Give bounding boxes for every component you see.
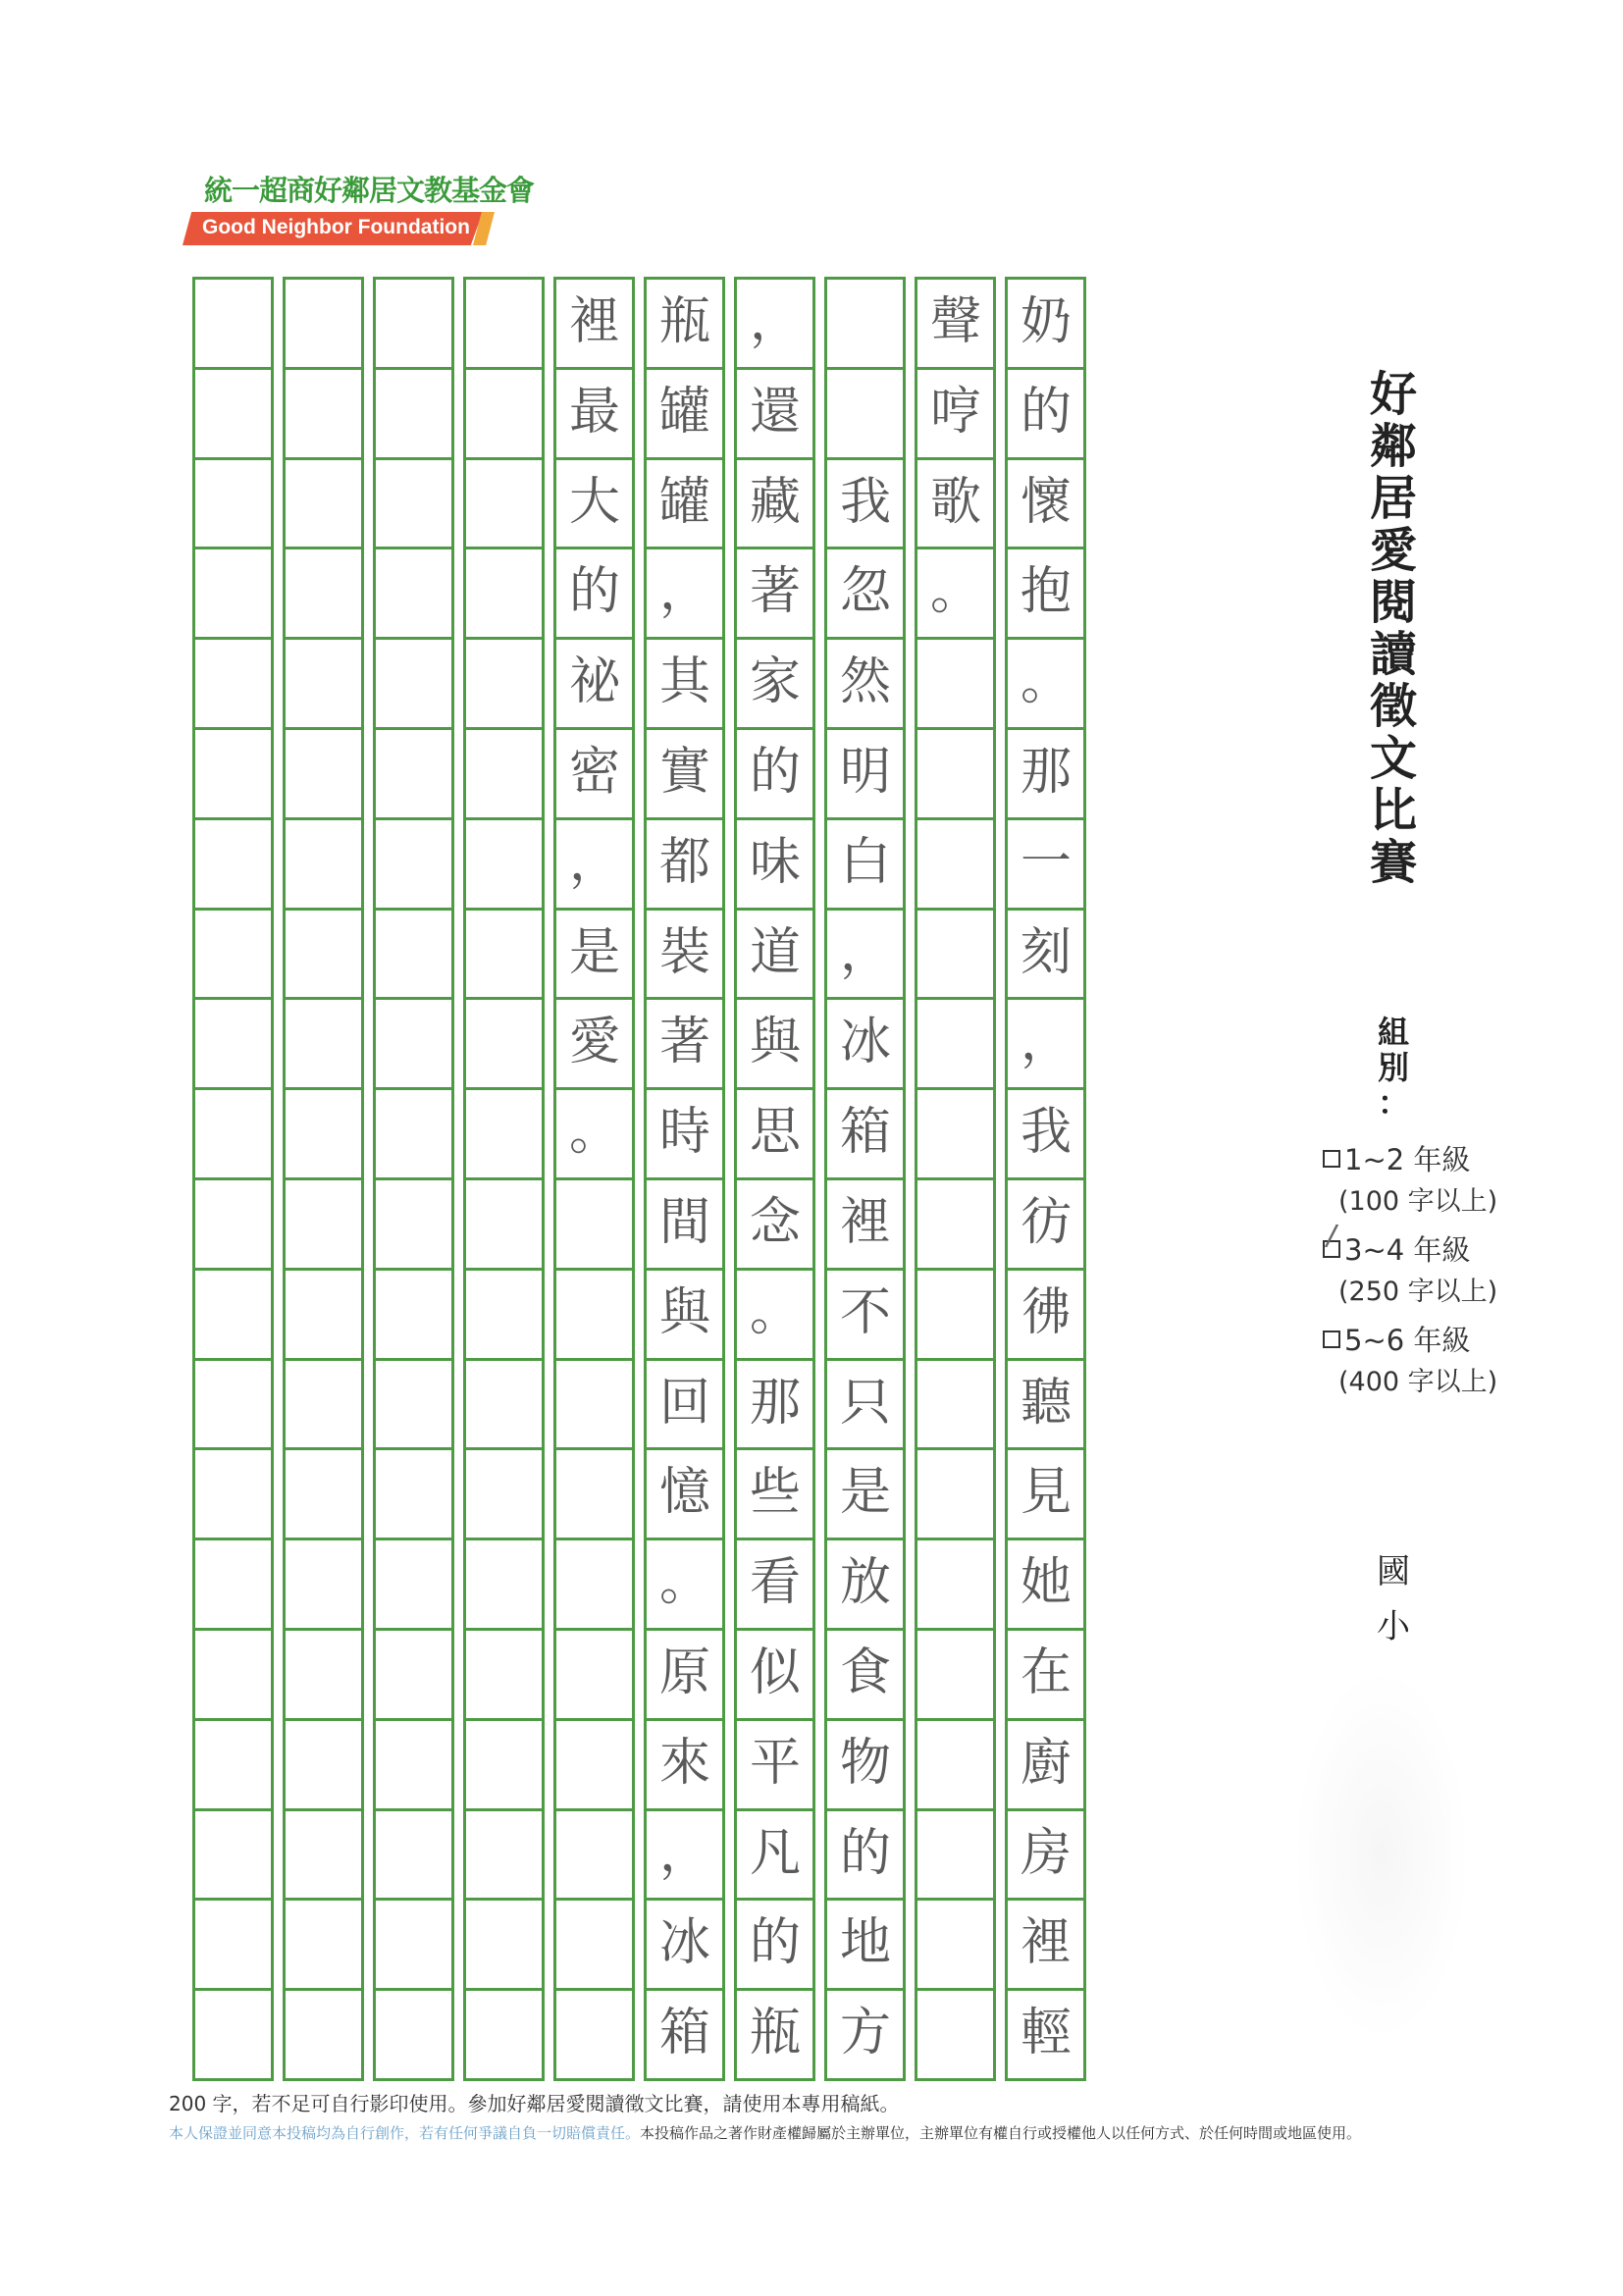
group-label-character: 別 — [1377, 1049, 1409, 1086]
check-mark: / — [1324, 1218, 1340, 1254]
footer-legal — [169, 2122, 1361, 2143]
grid-row-line — [192, 908, 274, 911]
manuscript-character: 。 — [749, 1282, 801, 1342]
grid-row-line — [283, 547, 364, 549]
grid-row-line — [192, 547, 274, 549]
grade-word-requirement: (100 字以上) — [1338, 1186, 1498, 1217]
grid-row-line — [553, 1358, 635, 1361]
grade-label: 3~4 年級 — [1344, 1233, 1471, 1267]
manuscript-character: ， — [839, 922, 891, 982]
manuscript-character: 道 — [749, 922, 801, 982]
grid-row-line — [915, 637, 996, 640]
manuscript-character: 奶 — [1020, 292, 1072, 351]
grid-row-line — [373, 1177, 454, 1180]
grid-row-line — [553, 1177, 635, 1180]
grid-row-line — [915, 1177, 996, 1180]
manuscript-character: 裝 — [658, 922, 710, 982]
grid-row-line — [644, 2078, 725, 2081]
manuscript-character: 是 — [568, 922, 620, 982]
manuscript-character: 的 — [568, 562, 620, 622]
grid-row-line — [915, 908, 996, 911]
grid-row-line — [824, 2078, 906, 2081]
grid-row-line — [283, 367, 364, 370]
manuscript-character: 的 — [1020, 382, 1072, 442]
grid-row-line — [463, 997, 545, 1000]
grid-row-line — [915, 1087, 996, 1090]
manuscript-character: 房 — [1020, 1823, 1072, 1883]
manuscript-character: ， — [1020, 1013, 1072, 1072]
grid-row-line — [192, 1898, 274, 1901]
grade-label: 1~2 年級 — [1344, 1143, 1471, 1176]
grid-row-line — [192, 727, 274, 730]
grid-row-line — [553, 1268, 635, 1271]
manuscript-character: 思 — [749, 1103, 801, 1163]
manuscript-character: ， — [568, 832, 620, 892]
grid-row-line — [283, 1358, 364, 1361]
grade-label: 5~6 年級 — [1344, 1324, 1471, 1357]
grade-option[interactable] — [1323, 1319, 1470, 1359]
grid-row-line — [283, 817, 364, 820]
grid-row-line — [463, 1718, 545, 1721]
logo-chinese-name: 統一超商好鄰居文教基金會 — [204, 174, 535, 207]
footer-legal-black: 本投稿作品之著作財產權歸屬於主辦單位，主辦單位有權自行或授權他人以任何方式、於任何時間或地區使用。 — [640, 2124, 1362, 2142]
grid-row-line — [463, 277, 545, 280]
grid-row-line — [915, 1718, 996, 1721]
grid-row-line — [553, 1538, 635, 1540]
grid-row-line — [373, 277, 454, 280]
grid-row-line — [192, 367, 274, 370]
manuscript-character: 大 — [568, 472, 620, 532]
grid-row-line — [192, 277, 274, 280]
grid-row-line — [283, 727, 364, 730]
grid-row-line — [373, 1268, 454, 1271]
footer-note: 200 字，若不足可自行影印使用。參加好鄰居愛閱讀徵文比賽，請使用本專用稿紙。 — [169, 2092, 900, 2115]
manuscript-character: 物 — [839, 1733, 891, 1793]
grid-row-line — [192, 1087, 274, 1090]
grid-row-line — [283, 637, 364, 640]
manuscript-character: 家 — [749, 652, 801, 712]
manuscript-character: 的 — [749, 1913, 801, 1973]
manuscript-character: 原 — [658, 1644, 710, 1702]
footer-legal-blue: 本人保證並同意本投稿均為自行創作，若有任何爭議自負一切賠償責任。 — [169, 2124, 641, 2142]
grid-row-line — [192, 817, 274, 820]
grid-row-line — [915, 1268, 996, 1271]
grid-row-line — [283, 1718, 364, 1721]
manuscript-character: 實 — [658, 743, 710, 802]
grid-row-line — [915, 2078, 996, 2081]
grade-checkbox[interactable] — [1323, 1331, 1340, 1348]
manuscript-character: 間 — [658, 1193, 710, 1252]
manuscript-character: 其 — [658, 652, 710, 712]
manuscript-character: 彿 — [1020, 1282, 1072, 1342]
grid-row-line — [463, 1628, 545, 1631]
grid-row-line — [553, 1988, 635, 1991]
grid-row-line — [463, 2078, 545, 2081]
grid-row-line — [373, 1718, 454, 1721]
manuscript-character: 時 — [658, 1103, 710, 1163]
grade-word-requirement: (250 字以上) — [1338, 1277, 1498, 1307]
manuscript-character: 地 — [839, 1913, 891, 1973]
manuscript-character: 在 — [1020, 1644, 1072, 1702]
manuscript-character: 裡 — [1020, 1913, 1072, 1973]
manuscript-character: 最 — [568, 382, 620, 442]
manuscript-character: 些 — [749, 1463, 801, 1523]
manuscript-character: 裡 — [568, 292, 620, 351]
grid-row-line — [463, 817, 545, 820]
manuscript-character: 與 — [749, 1013, 801, 1072]
title-character: 閱 — [1369, 575, 1417, 630]
grid-row-line — [192, 1718, 274, 1721]
grid-row-line — [192, 1808, 274, 1811]
manuscript-character: 密 — [568, 743, 620, 802]
grid-row-line — [283, 1898, 364, 1901]
grid-row-line — [1005, 2078, 1086, 2081]
grid-row-line — [373, 367, 454, 370]
grid-row-line — [192, 1177, 274, 1180]
manuscript-character: 著 — [749, 562, 801, 622]
manuscript-character: 凡 — [749, 1823, 801, 1883]
grid-row-line — [373, 1808, 454, 1811]
grid-row-line — [192, 637, 274, 640]
manuscript-character: 忽 — [839, 562, 891, 622]
manuscript-character: 。 — [929, 562, 981, 622]
grid-row-line — [373, 1898, 454, 1901]
manuscript-character: 。 — [568, 1103, 620, 1163]
grid-row-line — [373, 1628, 454, 1631]
grid-row-line — [373, 727, 454, 730]
grid-row-line — [553, 1898, 635, 1901]
manuscript-character: 回 — [658, 1373, 710, 1433]
manuscript-character: 味 — [749, 832, 801, 892]
manuscript-character: 見 — [1020, 1463, 1072, 1523]
manuscript-character: 。 — [658, 1553, 710, 1613]
manuscript-character: 祕 — [568, 652, 620, 712]
manuscript-character: 方 — [839, 2004, 891, 2063]
manuscript-character: 與 — [658, 1282, 710, 1342]
grid-row-line — [283, 1447, 364, 1450]
grid-row-line — [283, 1808, 364, 1811]
manuscript-character: 似 — [749, 1644, 801, 1702]
school-char-2: 小 — [1377, 1607, 1410, 1646]
grid-row-line — [373, 817, 454, 820]
manuscript-character — [826, 370, 905, 454]
grid-row-line — [553, 1808, 635, 1811]
grid-row-line — [373, 908, 454, 911]
manuscript-character: 我 — [1020, 1103, 1072, 1163]
title-character: 文 — [1369, 731, 1417, 786]
manuscript-character: 歌 — [929, 472, 981, 532]
manuscript-character: 是 — [839, 1463, 891, 1523]
manuscript-character: 明 — [839, 743, 891, 802]
title-character: 鄰 — [1369, 419, 1417, 474]
grid-row-line — [734, 2078, 815, 2081]
manuscript-character: ， — [658, 1823, 710, 1883]
manuscript-character: 愛 — [568, 1013, 620, 1072]
manuscript-character: 那 — [1020, 743, 1072, 802]
grid-row-line — [915, 1988, 996, 1991]
manuscript-character: 都 — [658, 832, 710, 892]
grid-row-line — [373, 547, 454, 549]
manuscript-character: 冰 — [839, 1013, 891, 1072]
manuscript-character: 哼 — [929, 382, 981, 442]
manuscript-character: 然 — [839, 652, 891, 712]
title-character: 居 — [1369, 471, 1417, 526]
grid-row-line — [373, 1447, 454, 1450]
grid-row-line — [373, 1988, 454, 1991]
grid-row-line — [463, 367, 545, 370]
manuscript-character: 的 — [839, 1823, 891, 1883]
manuscript-character: ， — [749, 292, 801, 351]
manuscript-character: 瓶 — [658, 292, 710, 351]
manuscript-character: 的 — [749, 743, 801, 802]
grid-row-line — [553, 1718, 635, 1721]
manuscript-character: 刻 — [1020, 922, 1072, 982]
grid-row-line — [373, 2078, 454, 2081]
grid-row-line — [192, 1447, 274, 1450]
grid-row-line — [192, 1538, 274, 1540]
grid-row-line — [463, 1177, 545, 1180]
grid-row-line — [463, 1087, 545, 1090]
grid-row-line — [283, 1177, 364, 1180]
grid-row-line — [192, 1988, 274, 1991]
grid-row-line — [463, 1268, 545, 1271]
grid-row-line — [553, 1628, 635, 1631]
grid-row-line — [915, 817, 996, 820]
manuscript-character: 聽 — [1020, 1373, 1072, 1433]
title-character: 比 — [1369, 783, 1417, 838]
grid-row-line — [283, 1268, 364, 1271]
manuscript-character: 廚 — [1020, 1733, 1072, 1793]
grid-row-line — [915, 997, 996, 1000]
grid-row-line — [915, 1447, 996, 1450]
grid-row-line — [915, 727, 996, 730]
grade-option[interactable] — [1323, 1138, 1470, 1178]
grid-row-line — [463, 1988, 545, 1991]
manuscript-character: 白 — [839, 832, 891, 892]
grid-row-line — [915, 1898, 996, 1901]
title-character: 愛 — [1369, 523, 1417, 578]
grid-row-line — [192, 457, 274, 460]
title-character: 賽 — [1369, 835, 1417, 890]
manuscript-character: 罐 — [658, 382, 710, 442]
grid-row-line — [463, 1447, 545, 1450]
manuscript-character: 罐 — [658, 472, 710, 532]
manuscript-character: 一 — [1020, 832, 1072, 892]
group-label-character: ： — [1377, 1084, 1409, 1122]
group-label-character: 組 — [1377, 1014, 1409, 1051]
grid-row-line — [463, 727, 545, 730]
manuscript-character: 不 — [839, 1282, 891, 1342]
title-character: 讀 — [1369, 627, 1417, 682]
grid-row-line — [373, 637, 454, 640]
grid-row-line — [463, 1808, 545, 1811]
manuscript-character: 那 — [749, 1373, 801, 1433]
grid-row-line — [283, 457, 364, 460]
grid-row-line — [283, 1628, 364, 1631]
grid-row-line — [283, 2078, 364, 2081]
grid-row-line — [915, 1538, 996, 1540]
grid-row-line — [553, 2078, 635, 2081]
grid-row-line — [553, 1447, 635, 1450]
manuscript-character — [826, 280, 905, 364]
manuscript-character: 箱 — [839, 1103, 891, 1163]
manuscript-character: 彷 — [1020, 1193, 1072, 1252]
contest-title — [1364, 369, 1423, 889]
grid-row-line — [373, 1358, 454, 1361]
grid-row-line — [192, 997, 274, 1000]
manuscript-character: 食 — [839, 1644, 891, 1702]
grid-row-line — [915, 1808, 996, 1811]
manuscript-character: 。 — [1020, 652, 1072, 712]
manuscript-character: 她 — [1020, 1553, 1072, 1613]
manuscript-character: 瓶 — [749, 2004, 801, 2063]
manuscript-character: 著 — [658, 1013, 710, 1072]
grid-row-line — [463, 547, 545, 549]
grid-row-line — [192, 1358, 274, 1361]
grid-row-line — [283, 908, 364, 911]
grade-checkbox[interactable] — [1323, 1150, 1340, 1168]
manuscript-character: 冰 — [658, 1913, 710, 1973]
grid-row-line — [463, 1898, 545, 1901]
grid-row-line — [463, 637, 545, 640]
grid-row-line — [283, 997, 364, 1000]
manuscript-character: 懷 — [1020, 472, 1072, 532]
grid-row-line — [373, 997, 454, 1000]
manuscript-character: 還 — [749, 382, 801, 442]
grid-row-line — [373, 1087, 454, 1090]
manuscript-character: 抱 — [1020, 562, 1072, 622]
grid-row-line — [463, 457, 545, 460]
grade-option[interactable] — [1323, 1228, 1470, 1269]
manuscript-character: 我 — [839, 472, 891, 532]
manuscript-character: ， — [658, 562, 710, 622]
manuscript-character: 藏 — [749, 472, 801, 532]
manuscript-character: 輕 — [1020, 2004, 1072, 2063]
grid-row-line — [192, 1628, 274, 1631]
grid-row-line — [283, 1087, 364, 1090]
grid-row-line — [915, 1358, 996, 1361]
school-char-1: 國 — [1377, 1552, 1410, 1592]
grid-row-line — [373, 457, 454, 460]
manuscript-character: 念 — [749, 1193, 801, 1252]
grid-row-line — [283, 1988, 364, 1991]
manuscript-character: 憶 — [658, 1463, 710, 1523]
manuscript-character: 看 — [749, 1553, 801, 1613]
grid-row-line — [463, 908, 545, 911]
title-character: 徵 — [1369, 679, 1417, 734]
grade-word-requirement: (400 字以上) — [1338, 1367, 1498, 1397]
manuscript-character: 箱 — [658, 2004, 710, 2063]
manuscript-character: 放 — [839, 1553, 891, 1613]
grid-row-line — [192, 2078, 274, 2081]
manuscript-character: 來 — [658, 1733, 710, 1793]
logo-english-name: Good Neighbor Foundation — [202, 216, 470, 238]
grid-row-line — [283, 277, 364, 280]
manuscript-character: 只 — [839, 1373, 891, 1433]
manuscript-character: 裡 — [839, 1193, 891, 1252]
grid-row-line — [463, 1538, 545, 1540]
group-label — [1374, 1015, 1413, 1121]
title-character: 好 — [1369, 367, 1417, 422]
grid-row-line — [373, 1538, 454, 1540]
grid-row-line — [915, 1628, 996, 1631]
manuscript-character: 平 — [749, 1733, 801, 1793]
grid-row-line — [463, 1358, 545, 1361]
grid-row-line — [192, 1268, 274, 1271]
grid-row-line — [283, 1538, 364, 1540]
manuscript-character: 聲 — [929, 292, 981, 351]
